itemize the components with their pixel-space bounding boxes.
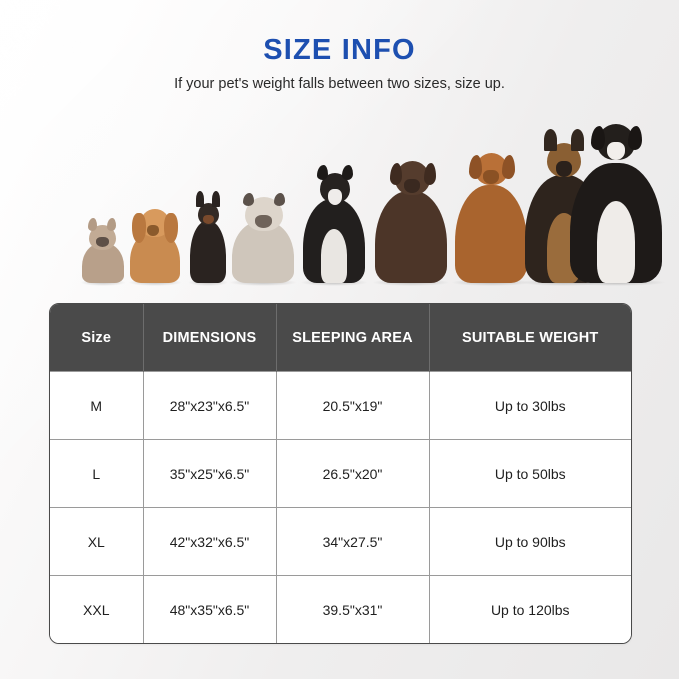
dog-ear <box>317 165 328 180</box>
dog-miniature-pinscher <box>190 193 226 283</box>
dog-ear <box>424 163 436 185</box>
cell-weight: Up to 120lbs <box>429 576 631 644</box>
dog-english-bulldog <box>232 191 294 283</box>
cell-size: XL <box>50 508 143 576</box>
cell-dimensions: 48"x35"x6.5" <box>143 576 276 644</box>
cell-dimensions: 42"x32"x6.5" <box>143 508 276 576</box>
dog-snout <box>483 170 499 184</box>
column-header-sleeping-area: SLEEPING AREA <box>276 304 429 372</box>
page-subtitle: If your pet's weight falls between two sizes, size up. <box>174 76 505 92</box>
dog-snout <box>96 237 109 247</box>
cell-dimensions: 28"x23"x6.5" <box>143 372 276 440</box>
dog-snout <box>328 189 342 205</box>
dog-ear <box>628 126 642 150</box>
dog-ear <box>164 213 178 243</box>
page-title: SIZE INFO <box>263 34 416 66</box>
table-row <box>50 508 631 576</box>
cell-sleeping-area: 39.5"x31" <box>276 576 429 644</box>
dog-ear <box>274 193 285 206</box>
column-header-dimensions: DIMENSIONS <box>143 304 276 372</box>
dog-ear <box>502 155 515 179</box>
cell-size: L <box>50 440 143 508</box>
dog-snout <box>255 215 272 228</box>
cell-dimensions: 35"x25"x6.5" <box>143 440 276 508</box>
light-streak <box>0 0 91 17</box>
table-header-row <box>50 304 631 372</box>
dog-ear <box>243 193 254 206</box>
dog-vizsla <box>455 147 527 283</box>
column-header-suitable-weight: SUITABLE WEIGHT <box>429 304 631 372</box>
cell-sleeping-area: 26.5"x20" <box>276 440 429 508</box>
cell-weight: Up to 50lbs <box>429 440 631 508</box>
cell-size: M <box>50 372 143 440</box>
dog-ear <box>469 155 482 179</box>
dog-ear <box>88 218 97 231</box>
cell-weight: Up to 90lbs <box>429 508 631 576</box>
table-row <box>50 372 631 440</box>
dog-border-collie <box>303 165 365 283</box>
size-table <box>50 304 631 643</box>
table-row <box>50 576 631 644</box>
column-header-size: Size <box>50 304 143 372</box>
dog-size-lineup <box>60 108 630 283</box>
cell-size: XXL <box>50 576 143 644</box>
size-chart-table <box>49 303 632 644</box>
dog-french-bulldog <box>82 221 124 283</box>
dog-cocker-spaniel <box>130 205 180 283</box>
cell-sleeping-area: 34"x27.5" <box>276 508 429 576</box>
cell-weight: Up to 30lbs <box>429 372 631 440</box>
dog-ear <box>132 213 146 243</box>
dog-snout <box>607 142 625 160</box>
dog-bernese-mountain-dog <box>570 118 662 283</box>
dog-ear <box>212 191 220 207</box>
dog-snout <box>147 225 159 236</box>
dog-snout <box>404 179 420 193</box>
dog-ear <box>544 129 557 151</box>
dog-ear <box>591 126 605 150</box>
table-row <box>50 440 631 508</box>
dog-chocolate-labrador <box>375 155 447 283</box>
dog-snout <box>203 215 214 224</box>
dog-ear <box>107 218 116 231</box>
dog-ear <box>196 191 204 207</box>
dog-ear <box>390 163 402 185</box>
cell-sleeping-area: 20.5"x19" <box>276 372 429 440</box>
dog-ear <box>342 165 353 180</box>
